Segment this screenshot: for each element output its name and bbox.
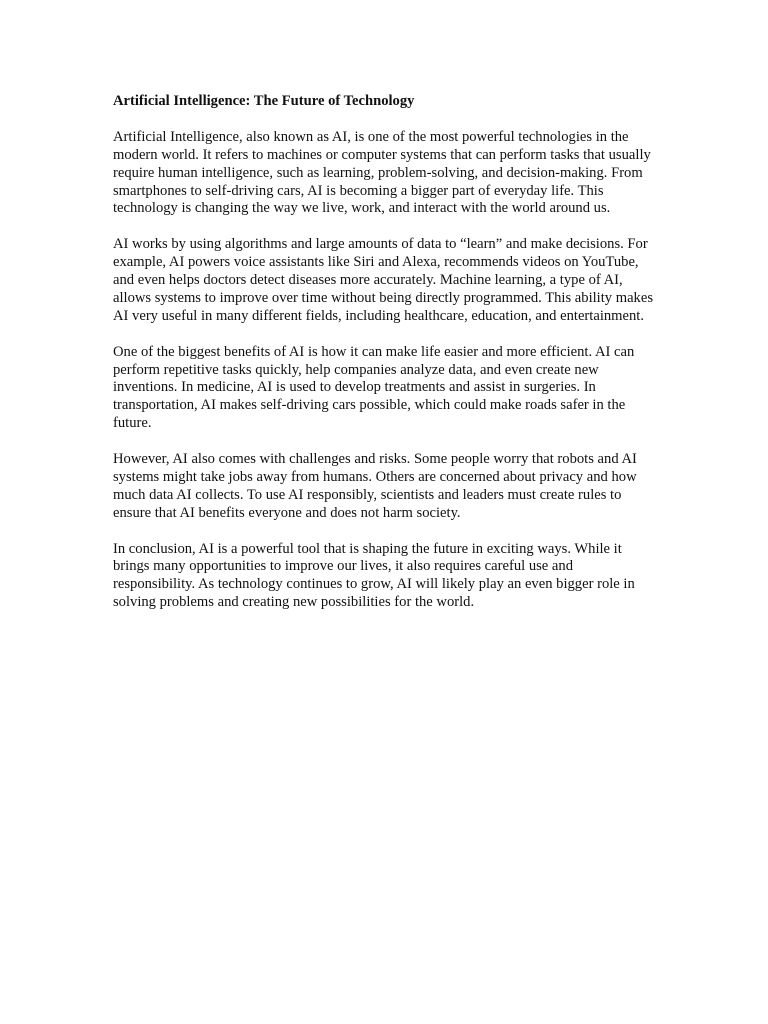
paragraph-how-ai-works: AI works by using algorithms and large amounts of data to “learn” and make decisions. For example, AI powers voice assistants like Siri and Alexa, recommends videos on YouTube, and even helps doctors detect diseases more accurately. Machine learning, a type of AI, allows systems to improve over time without being directly programmed. This ability makes AI very useful in many different fields, including healthcare, education, and entertainment. — [113, 236, 654, 324]
paragraph-benefits: One of the biggest benefits of AI is how it can make life easier and more efficient. AI can perform repetitive tasks quickly, help companies analyze data, and even create new inventions. In medicine, AI is used to develop treatments and assist in surgeries. In transportation, AI makes self-driving cars possible, which could make roads safer in the future. — [113, 343, 635, 432]
paragraph-conclusion: In conclusion, AI is a powerful tool that is shaping the future in exciting ways. While it brings many opportunities to improve our lives, it also requires careful use and responsibility. As technology continues to grow, AI will likely play an even bigger role in solving problems and creating new possibilities for the world. — [113, 540, 635, 611]
paragraph-introduction: Artificial Intelligence, also known as AI, is one of the most powerful technologies in the modern world. It refers to machines or computer systems that can perform tasks that usually require human intelligence, such as learning, problem-solving, and decision-making. From smartphones to self-driving cars, AI is becoming a bigger part of everyday life. This technology is changing the way we live, work, and interact with the world around us. — [113, 128, 651, 217]
document-body — [113, 93, 658, 630]
paragraph-challenges: However, AI also comes with challenges and risks. Some people worry that robots and AI systems might take jobs away from humans. Others are concerned about privacy and how much data AI collects. To use AI responsibly, scientists and leaders must create rules to ensure that AI benefits everyone and does not harm society. — [113, 451, 637, 521]
document-title: Artificial Intelligence: The Future of Technology — [113, 93, 415, 109]
